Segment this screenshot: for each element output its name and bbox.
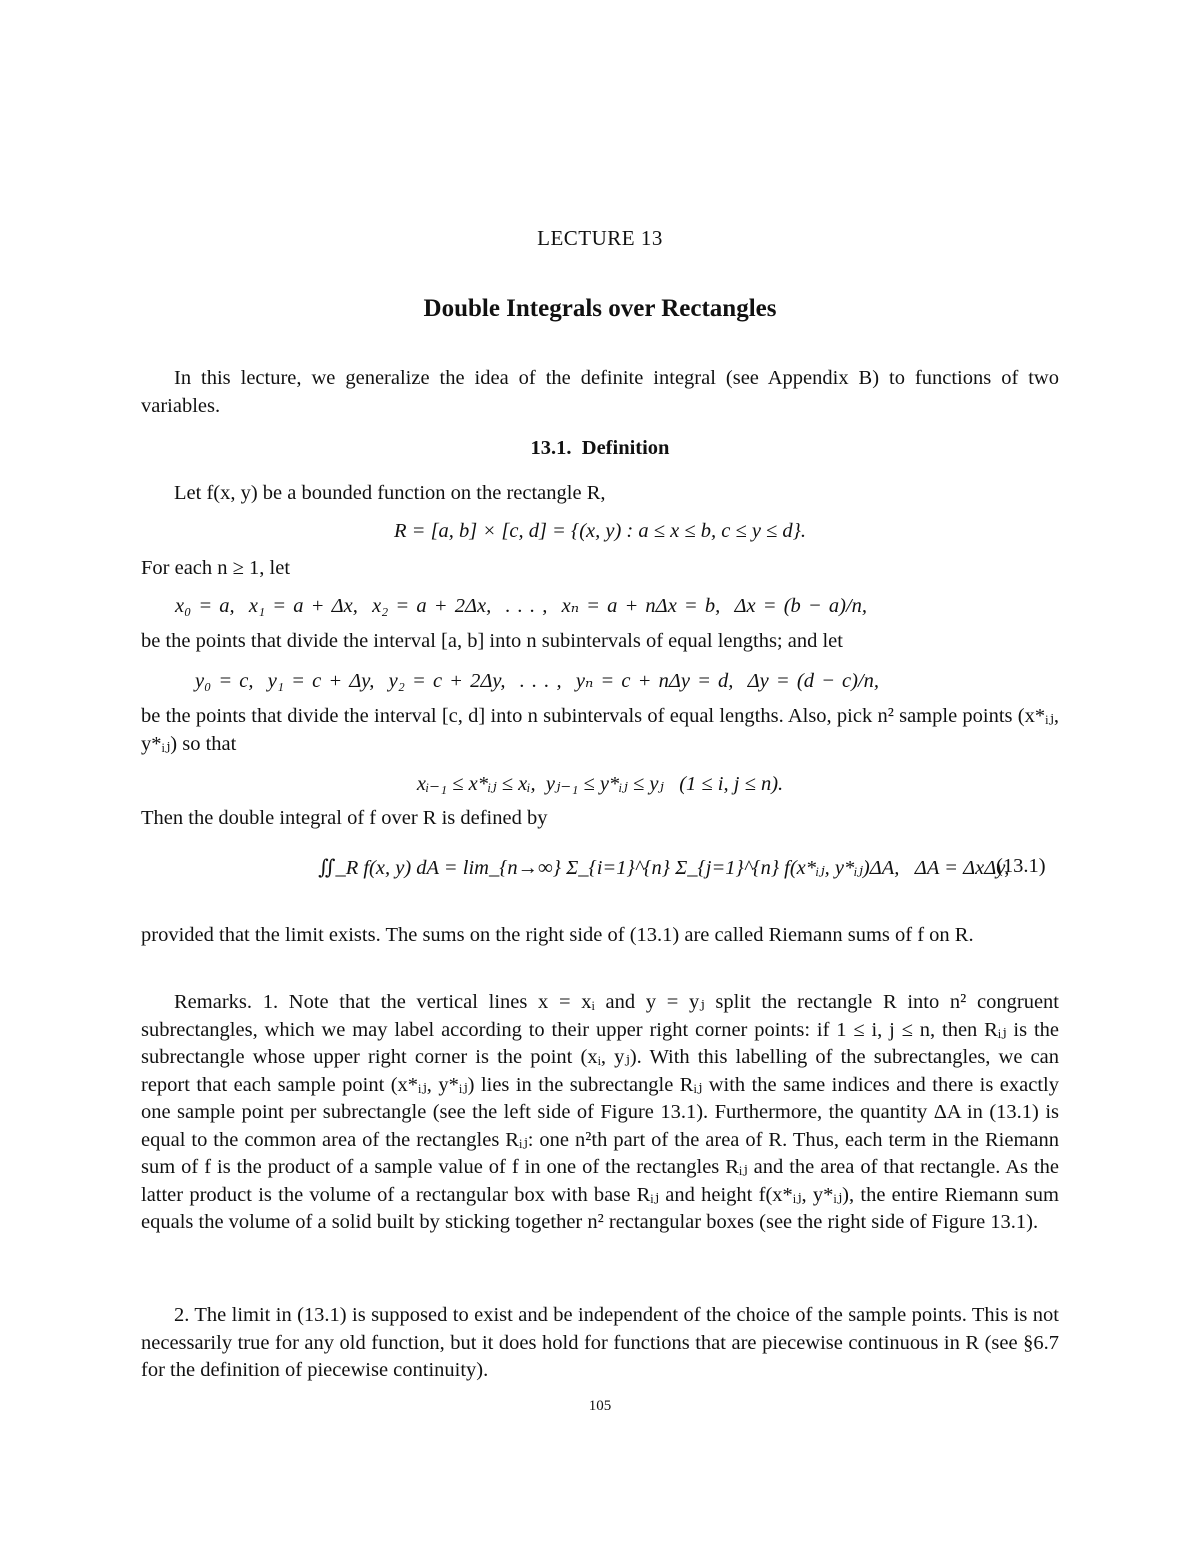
page-title: Double Integrals over Rectangles [423,295,777,322]
equation-number: (13.1) [996,855,1046,877]
section-number: 13.1. [530,437,572,459]
integral-definition: ∬_R f(x, y) dA = lim_{n→∞} Σ_{i=1}^{n} Σ_{j=1}^{n} f(x*ᵢⱼ, y*ᵢⱼ)ΔA, ΔA = ΔxΔy, [318,857,1010,879]
divide-y-paragraph: be the points that divide the interval [c, d] into n subintervals of equal lengths. Also, pick n² sample points (x*ᵢⱼ, y*ᵢⱼ) so that [141,705,1059,755]
y-points-equation: y₀ = c, y₁ = c + Δy, y₂ = c + 2Δy, . . . , yₙ = c + nΔy = d, Δy = (d − c)/n, [195,670,880,692]
rectangle-equation: R = [a, b] × [c, d] = {(x, y) : a ≤ x ≤ b, c ≤ y ≤ d}. [393,520,807,542]
for-each-paragraph: For each n ≥ 1, let [141,557,291,579]
x-points-equation: x₀ = a, x₁ = a + Δx, x₂ = a + 2Δx, . . . , xₙ = a + nΔx = b, Δx = (b − a)/n, [175,595,868,617]
let-f-paragraph: Let f(x, y) be a bounded function on the rectangle R, [174,482,606,504]
intro-paragraph: In this lecture, we generalize the idea of the definite integral (see Appendix B) to functions of two variables. [141,367,1059,417]
remark-2-paragraph: 2. The limit in (13.1) is supposed to exist and be independent of the choice of the sample points. This is not necessarily true for any old function, but it does hold for functions that are piecewise continuous in R (see §6.7 for the definition of piecewise continuity). [141,1304,1059,1381]
divide-x-paragraph: be the points that divide the interval [a, b] into n subintervals of equal lengths; and let [141,630,843,652]
lecture-label: LECTURE 13 [537,226,663,250]
then-paragraph: Then the double integral of f over R is defined by [141,807,548,829]
sample-inequality: xᵢ₋₁ ≤ x*ᵢⱼ ≤ xᵢ, yⱼ₋₁ ≤ y*ᵢⱼ ≤ yⱼ (1 ≤ i, j ≤ n). [416,773,784,795]
page-number: 105 [588,1398,612,1414]
section-heading [0,437,1200,460]
provided-paragraph: provided that the limit exists. The sums on the right side of (13.1) are called Riemann sums of f on R. [141,924,974,946]
section-title: Definition [581,437,670,459]
remark-1-paragraph: Remarks. 1. Note that the vertical lines x = xᵢ and y = yⱼ split the rectangle R into n² congruent subrectangles, which we may label according to their upper right corner points: if 1 ≤ i, j ≤ n, then Rᵢⱼ is the subrectangle whose upper right corner is the point (xᵢ, yⱼ). With this labelling of the subrectangles, we can report that each sample point (x*ᵢⱼ, y*ᵢⱼ) lies in the subrectangle Rᵢⱼ with the same indices and there is exactly one sample point per subrectangle (see the left side of Figure 13.1). Furthermore, the quantity ΔA in (13.1) is equal to the common area of the rectangles Rᵢⱼ: one n²th part of the area of R. Thus, each term in the Riemann sum of f is the product of a sample value of f in one of the rectangles Rᵢⱼ and the area of that rectangle. As the latter product is the volume of a rectangular box with base Rᵢⱼ and height f(x*ᵢⱼ, y*ᵢⱼ), the entire Riemann sum equals the volume of a solid built by sticking together n² rectangular boxes (see the right side of Figure 13.1). [141,991,1059,1233]
